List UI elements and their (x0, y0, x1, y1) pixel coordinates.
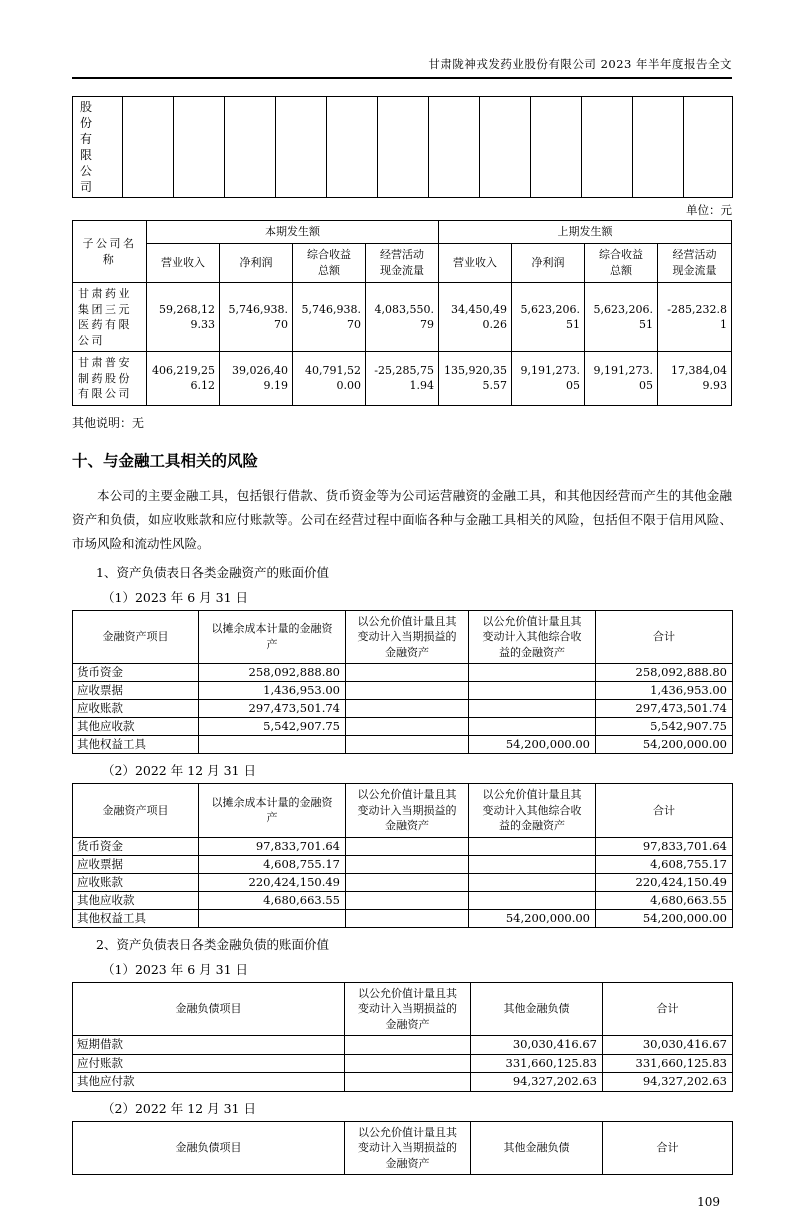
value-cell: 97,833,701.64 (199, 837, 346, 855)
item-2-date-1: （1）2023 年 6 月 31 日 (102, 961, 248, 977)
header-row (73, 784, 733, 838)
item-2-date-2: （2）2022 年 12 月 31 日 (102, 1100, 256, 1116)
column-header: 其他金融负债 (471, 982, 603, 1036)
value-cell: 4,680,663.55 (199, 891, 346, 909)
value-cell: 94,327,202.63 (603, 1073, 733, 1092)
line-item: 其他应收款 (73, 891, 199, 909)
column-header: 合计 (596, 784, 733, 838)
value-cell (345, 1073, 471, 1092)
column-header: 净利润 (220, 244, 293, 283)
value-cell (346, 700, 469, 718)
value-cell: 40,791,520.00 (293, 352, 366, 406)
value-cell (469, 664, 596, 682)
column-header: 以公允价值计量且其变动计入其他综合收益的金融资产 (469, 784, 596, 838)
value-cell: 30,030,416.67 (471, 1036, 603, 1055)
line-item: 短期借款 (73, 1036, 345, 1055)
line-item: 其他应付款 (73, 1073, 345, 1092)
table-row (73, 1036, 733, 1055)
value-cell: 4,083,550.79 (366, 283, 439, 352)
value-cell: 9,191,273.05 (585, 352, 658, 406)
value-cell: 54,200,000.00 (469, 736, 596, 754)
column-header: 以公允价值计量且其变动计入当期损益的金融资产 (346, 784, 469, 838)
value-cell: 4,608,755.17 (199, 855, 346, 873)
header-row (73, 610, 733, 664)
subsidiary-name: 甘肃药业集团三元医药有限公司 (73, 283, 147, 352)
unit-label: 单位：元 (686, 203, 732, 217)
value-cell: 4,680,663.55 (596, 891, 733, 909)
line-item: 应收票据 (73, 682, 199, 700)
value-cell: 97,833,701.64 (596, 837, 733, 855)
column-header: 净利润 (512, 244, 585, 283)
column-header: 经营活动现金流量 (658, 244, 732, 283)
column-header: 综合收益总额 (293, 244, 366, 283)
value-cell (346, 736, 469, 754)
value-cell (469, 718, 596, 736)
value-cell: 297,473,501.74 (199, 700, 346, 718)
section-heading: 十、与金融工具相关的风险 (72, 451, 259, 470)
value-cell: 30,030,416.67 (603, 1036, 733, 1055)
item-1-date-2: （2）2022 年 12 月 31 日 (102, 763, 256, 778)
column-header: 以摊余成本计量的金融资产 (199, 784, 346, 838)
line-item: 其他权益工具 (73, 909, 199, 927)
empty-cell (276, 97, 327, 198)
subsidiary-name: 甘肃普安制药股份有限公司 (73, 352, 147, 406)
item-1-title: 1、资产负债表日各类金融资产的账面价值 (96, 564, 329, 580)
table-row (73, 736, 733, 754)
corner-header: 子公司名称 (73, 221, 147, 283)
value-cell: 54,200,000.00 (596, 909, 733, 927)
table-row (73, 700, 733, 718)
line-item: 其他权益工具 (73, 736, 199, 754)
column-header: 合计 (603, 1121, 733, 1175)
subsidiary-header-row-groups (73, 221, 732, 244)
line-item: 应收账款 (73, 700, 199, 718)
column-header: 其他金融负债 (471, 1121, 603, 1175)
value-cell: 5,623,206.51 (512, 283, 585, 352)
header-row (73, 1121, 733, 1175)
line-item: 应收票据 (73, 855, 199, 873)
value-cell: 135,920,355.57 (439, 352, 512, 406)
value-cell (346, 837, 469, 855)
value-cell: 4,608,755.17 (596, 855, 733, 873)
column-header: 以公允价值计量且其变动计入当期损益的金融资产 (345, 1121, 471, 1175)
item-2-title: 2、资产负债表日各类金融负债的账面价值 (96, 936, 329, 952)
header-row (73, 982, 733, 1036)
column-header: 以公允价值计量且其变动计入当期损益的金融资产 (346, 610, 469, 664)
value-cell (469, 873, 596, 891)
empty-cell (378, 97, 429, 198)
current-period-group-header: 本期发生额 (147, 221, 439, 244)
value-cell (346, 682, 469, 700)
value-cell: 297,473,501.74 (596, 700, 733, 718)
value-cell: 94,327,202.63 (471, 1073, 603, 1092)
page-number: 109 (697, 1195, 720, 1209)
table-row (73, 891, 733, 909)
empty-cell (480, 97, 531, 198)
item-1-date-1: （1）2023 年 6 月 31 日 (102, 589, 248, 605)
value-cell (345, 1036, 471, 1055)
value-cell: 258,092,888.80 (596, 664, 733, 682)
page-content (72, 56, 732, 1209)
value-cell: -25,285,751.94 (366, 352, 439, 406)
value-cell (469, 891, 596, 909)
table-row (73, 352, 732, 406)
empty-cell (582, 97, 633, 198)
line-item: 应收账款 (73, 873, 199, 891)
table-row (73, 1073, 733, 1092)
column-header: 综合收益总额 (585, 244, 658, 283)
financial-liabilities-table-2022 (72, 1121, 733, 1176)
value-cell: 54,200,000.00 (469, 909, 596, 927)
subsidiary-header-row-metrics (73, 244, 732, 283)
value-cell: 220,424,150.49 (199, 873, 346, 891)
table-row (73, 873, 733, 891)
value-cell (469, 682, 596, 700)
column-header: 经营活动现金流量 (366, 244, 439, 283)
section-paragraph: 本公司的主要金融工具，包括银行借款、货币资金等为公司运营融资的金融工具，和其他因经营而产生的其他金融资产和负债，如应收账款和应付账款等。公司在经营过程中面临各种与金融工具相关的风险，包括但不限于信用风险、市场风险和流动性风险。 (72, 487, 732, 551)
value-cell (346, 855, 469, 873)
table-row (73, 909, 733, 927)
value-cell: 17,384,049.93 (658, 352, 732, 406)
other-note: 其他说明：无 (72, 415, 145, 430)
column-header: 金融资产项目 (73, 610, 199, 664)
value-cell (199, 736, 346, 754)
value-cell (346, 873, 469, 891)
value-cell: -285,232.81 (658, 283, 732, 352)
subsidiary-financials-table (72, 220, 732, 406)
value-cell (346, 891, 469, 909)
financial-assets-table-2023 (72, 610, 733, 755)
line-item: 货币资金 (73, 664, 199, 682)
value-cell (199, 909, 346, 927)
table-row (73, 718, 733, 736)
value-cell: 331,660,125.83 (603, 1054, 733, 1073)
value-cell: 5,623,206.51 (585, 283, 658, 352)
value-cell: 220,424,150.49 (596, 873, 733, 891)
table-row (73, 283, 732, 352)
value-cell: 331,660,125.83 (471, 1054, 603, 1073)
value-cell: 34,450,490.26 (439, 283, 512, 352)
value-cell: 5,746,938.70 (293, 283, 366, 352)
value-cell (469, 837, 596, 855)
financial-assets-table-2022 (72, 783, 733, 928)
line-item: 其他应收款 (73, 718, 199, 736)
value-cell (346, 909, 469, 927)
column-header: 金融资产项目 (73, 784, 199, 838)
continuation-first-cell: 股份有限公司 (73, 97, 123, 198)
value-cell (345, 1054, 471, 1073)
value-cell (469, 700, 596, 718)
table-row (73, 682, 733, 700)
empty-cell (225, 97, 276, 198)
column-header: 以公允价值计量且其变动计入当期损益的金融资产 (345, 982, 471, 1036)
column-header: 合计 (603, 982, 733, 1036)
document-header-title: 甘肃陇神戎发药业股份有限公司 2023 年半年度报告全文 (72, 56, 732, 79)
continuation-row (73, 97, 733, 198)
continuation-table (72, 96, 733, 198)
empty-cell (174, 97, 225, 198)
column-header: 以摊余成本计量的金融资产 (199, 610, 346, 664)
empty-cell (633, 97, 684, 198)
value-cell: 59,268,129.33 (147, 283, 220, 352)
empty-cell (531, 97, 582, 198)
empty-cell (123, 97, 174, 198)
value-cell (346, 718, 469, 736)
value-cell: 54,200,000.00 (596, 736, 733, 754)
empty-cell (429, 97, 480, 198)
prior-period-group-header: 上期发生额 (439, 221, 732, 244)
value-cell: 5,746,938.70 (220, 283, 293, 352)
value-cell: 1,436,953.00 (199, 682, 346, 700)
value-cell: 39,026,409.19 (220, 352, 293, 406)
table-row (73, 1054, 733, 1073)
table-row (73, 837, 733, 855)
value-cell: 5,542,907.75 (596, 718, 733, 736)
column-header: 营业收入 (147, 244, 220, 283)
value-cell (346, 664, 469, 682)
empty-cell (327, 97, 378, 198)
value-cell: 9,191,273.05 (512, 352, 585, 406)
value-cell: 1,436,953.00 (596, 682, 733, 700)
table-row (73, 855, 733, 873)
line-item: 应付账款 (73, 1054, 345, 1073)
column-header: 以公允价值计量且其变动计入其他综合收益的金融资产 (469, 610, 596, 664)
value-cell (469, 855, 596, 873)
financial-liabilities-table-2023 (72, 982, 733, 1092)
value-cell: 5,542,907.75 (199, 718, 346, 736)
column-header: 金融负债项目 (73, 982, 345, 1036)
column-header: 金融负债项目 (73, 1121, 345, 1175)
table-row (73, 664, 733, 682)
value-cell: 406,219,256.12 (147, 352, 220, 406)
column-header: 营业收入 (439, 244, 512, 283)
line-item: 货币资金 (73, 837, 199, 855)
column-header: 合计 (596, 610, 733, 664)
empty-cell (684, 97, 733, 198)
value-cell: 258,092,888.80 (199, 664, 346, 682)
